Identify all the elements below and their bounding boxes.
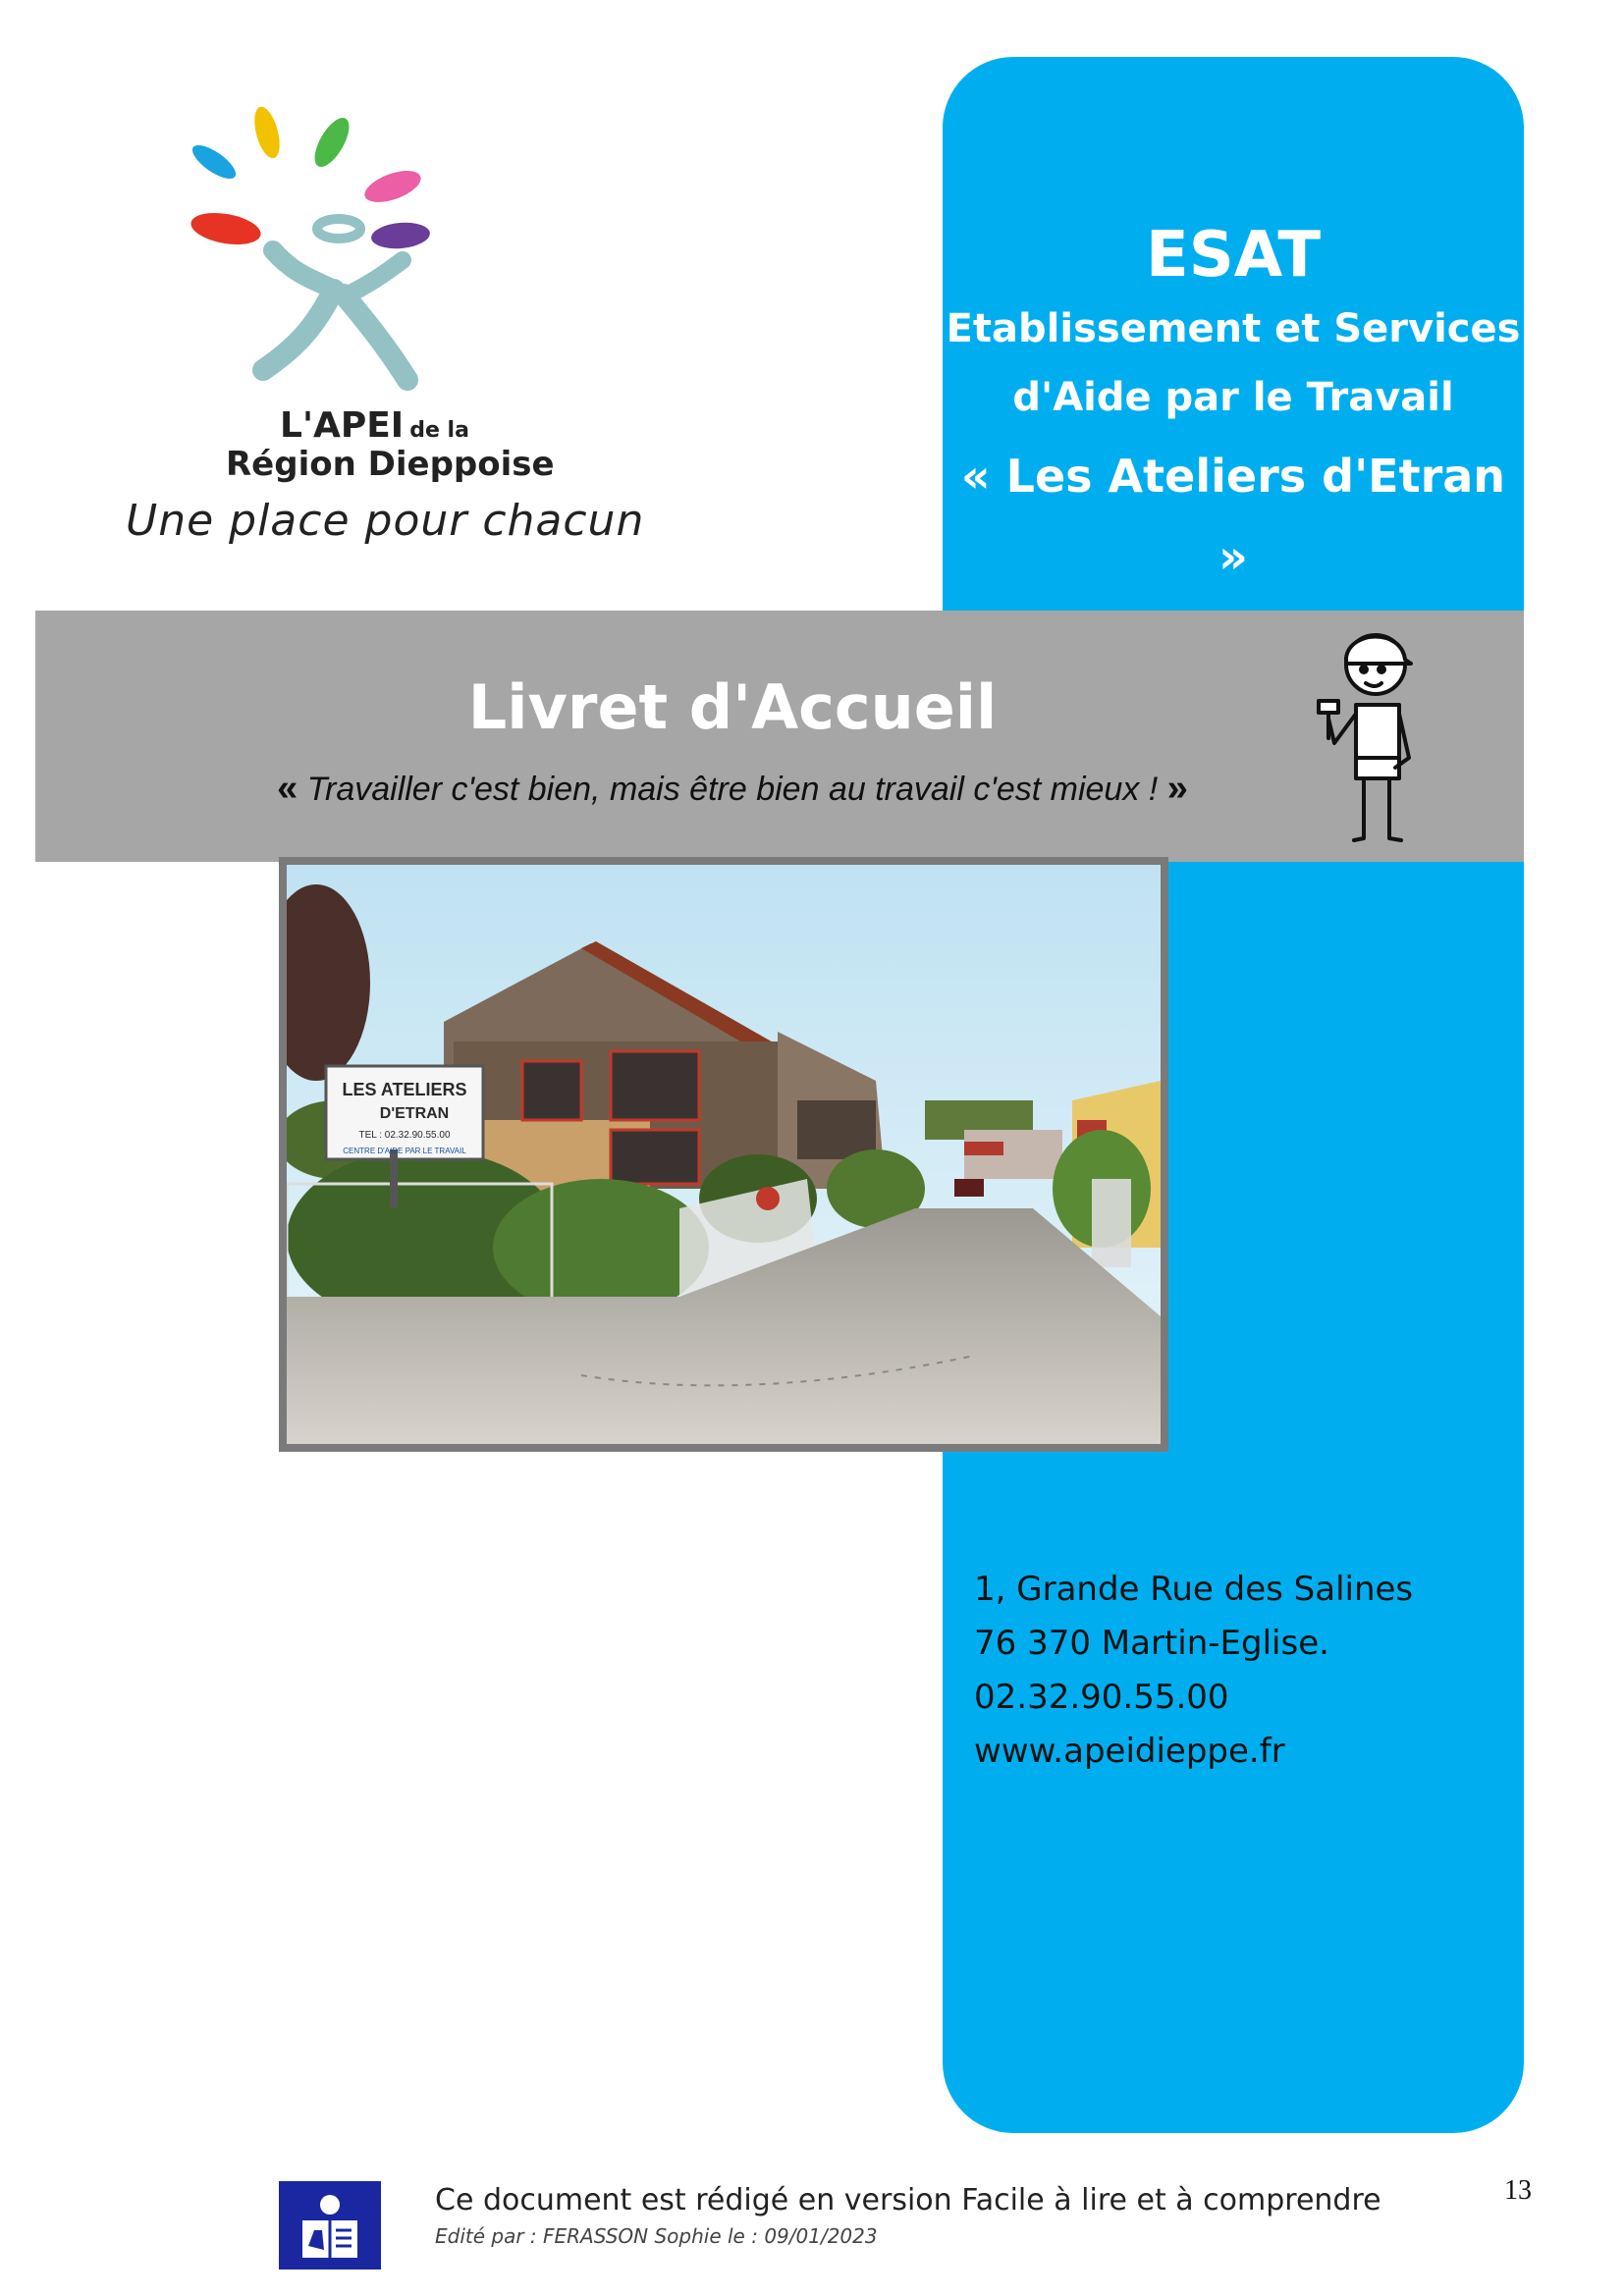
building-photo-image [287,865,1161,1444]
address-website[interactable]: www.apeidieppe.fr [974,1732,1285,1771]
address-block [974,1563,1413,1779]
sign-bottom: CENTRE D'AIDE PAR LE TRAVAIL [343,1147,466,1155]
esat-subtitle-line1: Etablissement et Services [946,306,1521,351]
worker-figure-icon [1317,620,1425,851]
sign-line2: D'ETRAN [379,1105,450,1122]
page-number: 13 [1504,2175,1532,2206]
booklet-title: Livret d'Accueil [467,671,998,743]
footer-edited-by: Edité par : FERASSON Sophie le : 09/01/2023 [435,2224,878,2248]
easy-to-read-icon [279,2181,381,2269]
quote-text: Travailler c'est bien, mais être bien au travail c'est mieux ! [298,771,1167,808]
building-photo [279,857,1168,1452]
logo-name-line1: L'APEI [280,405,405,446]
address-phone: 02.32.90.55.00 [974,1678,1229,1717]
quote-close-mark: » [1166,768,1188,809]
logo-name-small: de la [409,418,469,443]
apei-tree-icon [187,103,540,407]
title-banner [35,611,1524,862]
esat-heading [943,216,1524,597]
address-street: 1, Grande Rue des Salines [974,1570,1414,1609]
esat-title: ESAT [1145,219,1322,292]
esat-name: « Les Ateliers d'Etran » [960,450,1506,583]
easy-to-read-logo [279,2181,381,2269]
footer-note: Ce document est rédigé en version Facile à lire et à comprendre [435,2183,1381,2217]
logo-slogan: Une place pour chacun [126,496,645,546]
apei-logo [187,103,555,486]
esat-subtitle-line2: d'Aide par le Travail [1012,375,1454,420]
address-city: 76 370 Martin-Eglise. [974,1624,1329,1663]
quote-open-mark: « [277,768,298,809]
banner-quote [35,768,1430,810]
logo-name-line2: Région Dieppoise [226,445,555,484]
sign-line1: LES ATELIERS [342,1080,467,1099]
sign-phone: TEL : 02.32.90.55.00 [358,1130,451,1141]
